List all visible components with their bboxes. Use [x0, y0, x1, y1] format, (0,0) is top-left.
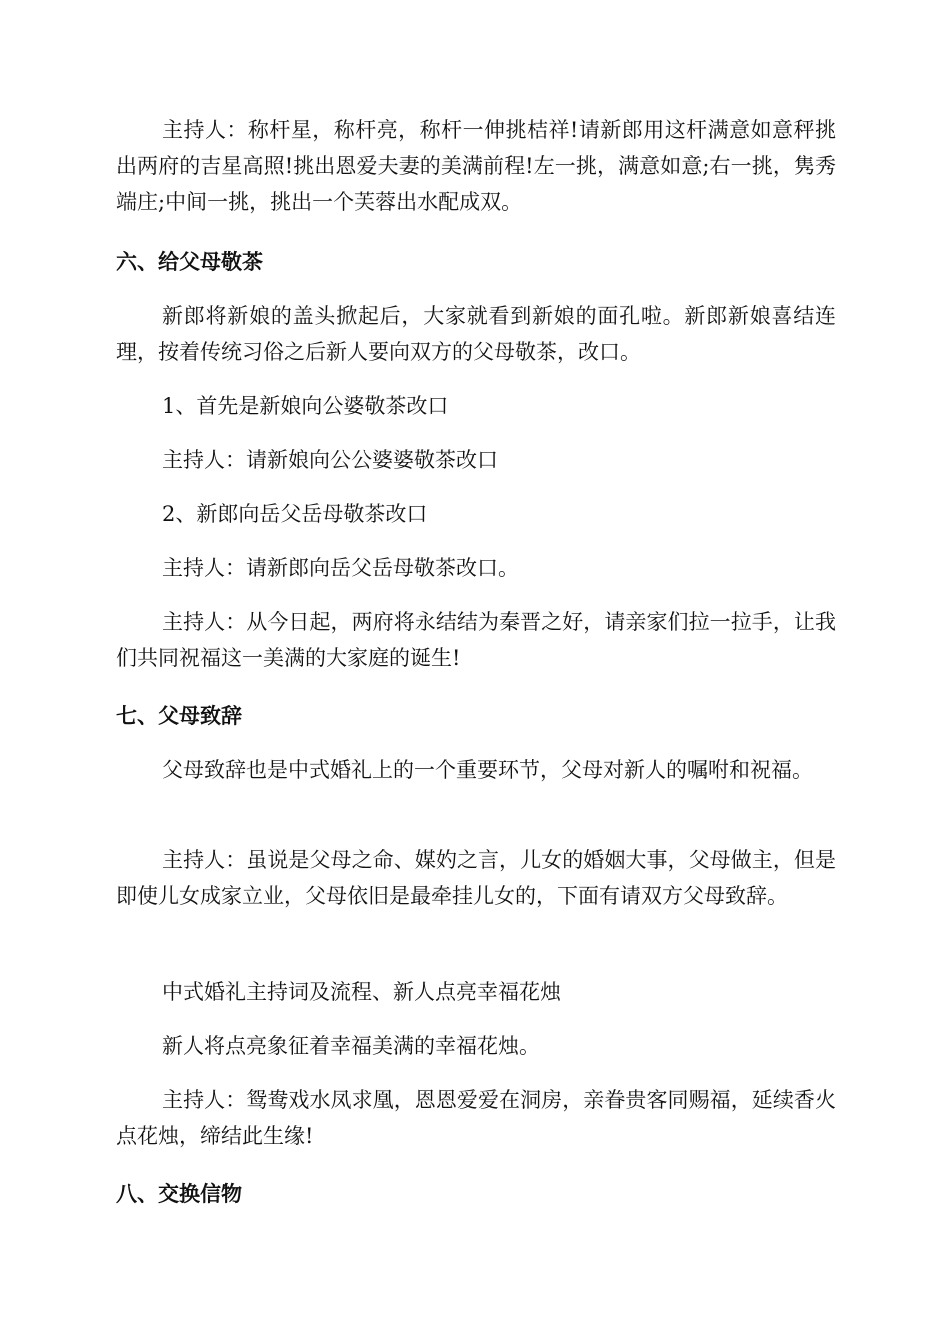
paragraph-unveil-bride: 新郎将新娘的盖头掀起后，大家就看到新娘的面孔啦。新郎新娘喜结连理，按着传统习俗之后新人要向双方的父母敬茶，改口。 [116, 304, 836, 364]
host-speech-bride-tea: 主持人：请新娘向公公婆婆敬茶改口 [162, 448, 498, 472]
section-heading-tea-to-parents: 六、给父母敬茶 [116, 250, 263, 274]
paragraph-light-candle: 新人将点亮象征着幸福美满的幸福花烛。 [162, 1034, 540, 1058]
paragraph-parents-speech-intro: 父母致辞也是中式婚礼上的一个重要环节，父母对新人的嘱咐和祝福。 [162, 758, 813, 782]
host-speech-candle: 主持人：鸳鸯戏水凤求凰，恩恩爱爱在洞房，亲眷贵客同赐福，延续香火点花烛，缔结此生缘! [116, 1088, 836, 1148]
section-heading-exchange-tokens: 八、交换信物 [116, 1182, 242, 1206]
host-speech-parents: 主持人：虽说是父母之命、媒妁之言，儿女的婚姻大事，父母做主，但是即使儿女成家立业，父母依旧是最牵挂儿女的，下面有请双方父母致辞。 [116, 848, 836, 908]
paragraph-candle-title: 中式婚礼主持词及流程、新人点亮幸福花烛 [162, 980, 561, 1004]
host-speech-groom-tea: 主持人：请新郎向岳父岳母敬茶改口。 [162, 556, 519, 580]
list-item-groom-serves-tea: 2、新郎向岳父岳母敬茶改口 [162, 502, 428, 526]
host-speech-families-unite: 主持人：从今日起，两府将永结结为秦晋之好，请亲家们拉一拉手，让我们共同祝福这一美满的大家庭的诞生! [116, 610, 836, 670]
list-item-bride-serves-tea: 1、首先是新娘向公婆敬茶改口 [162, 394, 449, 418]
section-heading-parents-speech: 七、父母致辞 [116, 704, 242, 728]
host-speech-scale-lifting: 主持人：称杆星，称杆亮，称杆一伸挑桔祥!请新郎用这杆满意如意秤挑出两府的吉星高照!挑出恩爱夫妻的美满前程!左一挑，满意如意;右一挑，隽秀端庄;中间一挑，挑出一个芙蓉出水配成双。 [116, 118, 836, 214]
